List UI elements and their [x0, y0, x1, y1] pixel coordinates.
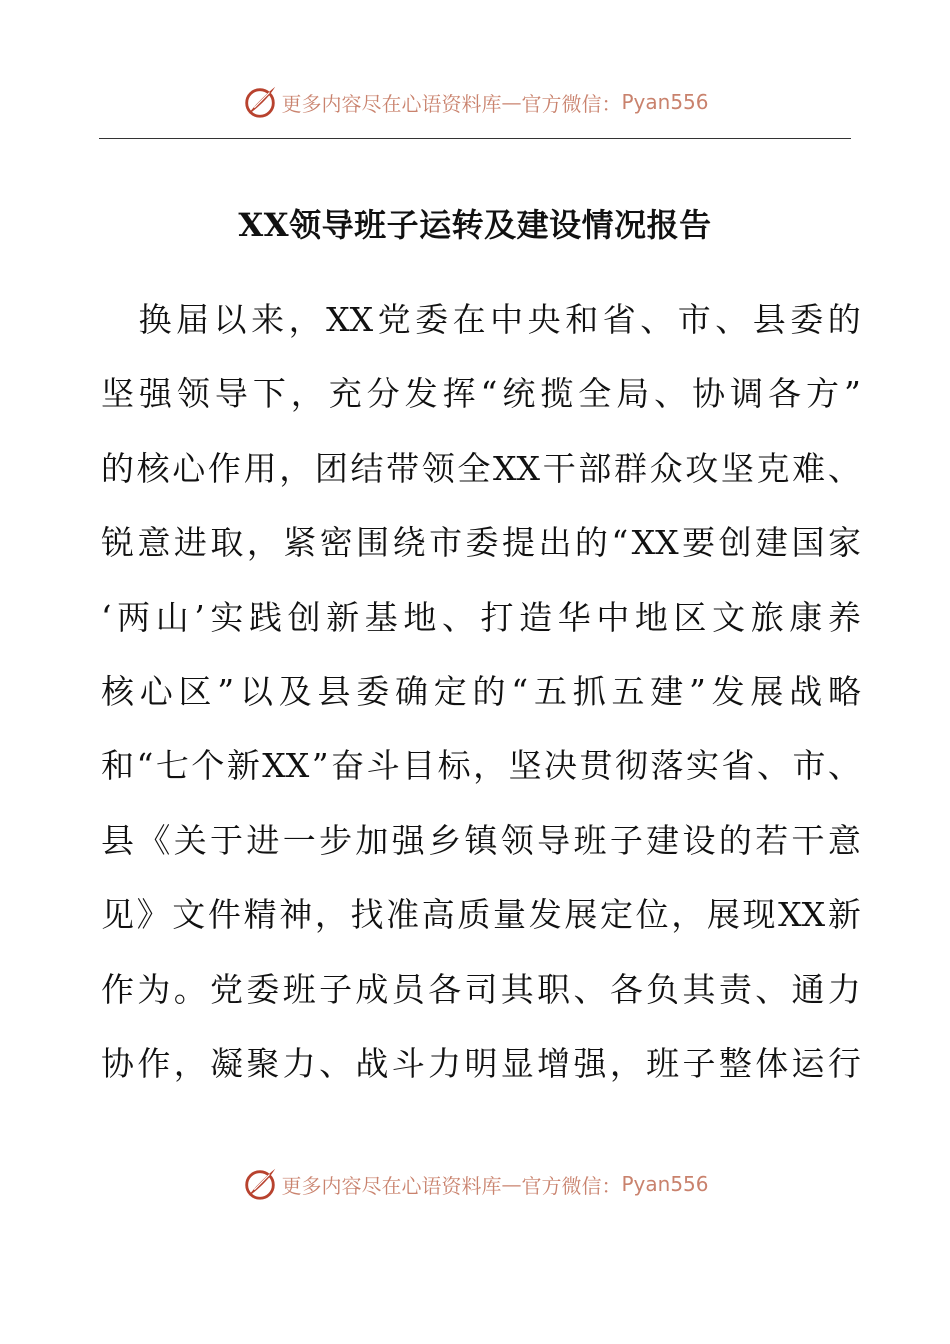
watermark-label: 官方微信：	[521, 91, 622, 116]
body-line: 换 届 以 来 ， XX 党 委 在 中 央 和 省 、 市 、 县 委 的	[138, 300, 861, 339]
document-title: XX领导班子运转及建设情况报告	[238, 206, 712, 244]
body-line: ‘ 两 山 ’ 实 践 创 新 基 地 、 打 造 华 中 地 区 文 旅 康 养	[101, 597, 861, 637]
body-line: 和 “ 七 个 新 XX ” 奋 斗 目 标 ， 坚 决 贯 彻 落 实 省 、 市 、	[101, 746, 861, 786]
header-watermark	[0, 80, 950, 124]
watermark-site-name: 更多内容尽在心语资料库	[281, 1173, 502, 1198]
body-line: 作 为 。 党 委 班 子 成 员 各 司 其 职 、 各 负 其 责 、 通 力	[101, 969, 861, 1009]
body-line: 协 作 ， 凝 聚 力 、 战 斗 力 明 显 增 强 ， 班 子 整 体 运 行	[101, 1043, 861, 1083]
body-line: 见 》 文 件 精 神 ， 找 准 高 质 量 发 展 定 位 ， 展 现 XX 新	[101, 895, 861, 935]
footer-watermark	[0, 1162, 950, 1206]
body-line: 的 核 心 作 用 ， 团 结 带 领 全 XX 干 部 群 众 攻 坚 克 难 、	[101, 448, 861, 488]
watermark-site-name: 更多内容尽在心语资料库	[281, 91, 502, 116]
body-line: 核 心 区 ” 以 及 县 委 确 定 的 “ 五 抓 五 建 ” 发 展 战 略	[101, 671, 861, 711]
quill-logo-icon	[241, 83, 279, 121]
body-line: 锐 意 进 取 ， 紧 密 围 绕 市 委 提 出 的 “ XX 要 创 建 国 家	[101, 523, 861, 563]
watermark-wechat-id: Pyan556	[621, 90, 709, 114]
body-line: 县 《 关 于 进 一 步 加 强 乡 镇 领 导 班 子 建 设 的 若 干 意	[101, 820, 861, 860]
watermark-wechat-id: Pyan556	[621, 1172, 709, 1196]
body-line: 坚 强 领 导 下 ， 充 分 发 挥 “ 统 揽 全 局 、 协 调 各 方 ”	[101, 374, 861, 414]
document-body	[101, 290, 861, 1108]
quill-logo-icon	[241, 1165, 279, 1203]
header-rule	[99, 138, 851, 139]
watermark-label: 官方微信：	[521, 1173, 622, 1198]
watermark-separator: —	[501, 90, 522, 114]
watermark-separator: —	[501, 1172, 522, 1196]
